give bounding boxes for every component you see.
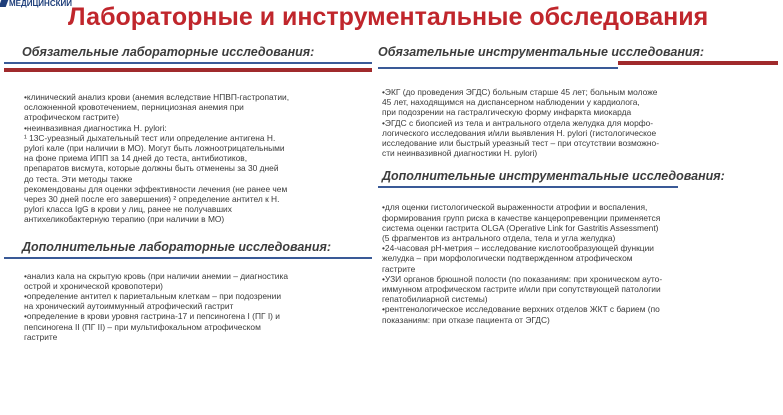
- list-item: •24-часовая pH-метрия – исследование кислотообразующей функции: [382, 243, 654, 254]
- list-item: антихеликобактерную терапию (при наличии в МО): [24, 214, 225, 225]
- left-column: [4, 44, 372, 342]
- list-item: иммунном атрофическом гастрите и/или при сопутствующей патологии: [382, 284, 661, 295]
- list-item: гастрите: [24, 331, 58, 342]
- logo-icon: [0, 0, 8, 7]
- list-item: сти неинвазивной диагностики H. pylori): [382, 148, 538, 159]
- list-item: исследование или быстрый уреазный тест – при отсутствии возможно-: [382, 138, 659, 149]
- list-item: •неинвазивная диагностика H. pylori:: [24, 122, 167, 133]
- list-item: атрофическом гастрите): [24, 112, 119, 123]
- list-item: (5 фрагментов из антрального отдела, тела и угла желудка): [382, 233, 616, 244]
- list-item: pylori класса IgG в крови у лиц, ранее не получавших: [24, 204, 232, 215]
- heading-divider-line: [378, 67, 618, 69]
- list-item: •УЗИ органов брюшной полости (по показаниям: при хроническом ауто-: [382, 273, 663, 284]
- list-item: система оценки гастрита OLGA (Operative Link for Gastritis Assessment): [382, 222, 659, 233]
- list-item: на фоне приема ИПП за 14 дней до теста, антибиотиков,: [24, 153, 248, 164]
- list-item: •ЭГДС с биопсией из тела и антрального отдела желудка для морфо-: [382, 117, 654, 128]
- additional-instrumental-heading: Дополнительные инструментальные исследования:: [382, 169, 725, 184]
- list-item: до теста. Эти методы также: [24, 173, 133, 184]
- mandatory-instrumental-heading: Обязательные инструментальные исследования:: [378, 45, 705, 59]
- list-item: острой и хронической кровопотери): [24, 280, 163, 291]
- list-item: через 30 дней после его завершения) ² определение антител к H.: [24, 194, 280, 205]
- list-item: •рентгенологическое исследование верхних отделов ЖКТ с барием (по: [382, 304, 660, 315]
- list-item: логического исследования и/или выявления H. pylori (гистологическое: [382, 127, 657, 138]
- right-column: [378, 44, 778, 325]
- additional-lab-list: [4, 271, 372, 342]
- list-item: желудка – при морфологически подтвержденном атрофическом: [382, 253, 633, 264]
- list-item: показаниям: при отказе пациента от ЭГДС): [382, 314, 550, 325]
- list-item: формирования групп риска в качестве канцеропревенции применяется: [382, 212, 661, 223]
- mandatory-lab-heading: Обязательные лабораторные исследования:: [22, 45, 315, 59]
- list-item: ¹ 13С-уреазный дыхательный тест или определение антигена H.: [24, 132, 276, 143]
- list-item: pylori кале (при наличии в МО). Могут быть ложноотрицательными: [24, 143, 285, 154]
- list-item: рекомендованы для оценки эффективности лечения (не ранее чем: [24, 183, 288, 194]
- list-item: •анализ кала на скрытую кровь (при наличии анемии – диагностика: [24, 270, 288, 281]
- logo-text: МЕДИЦИНСКИЙ: [9, 0, 72, 8]
- list-item: •ЭКГ (до проведения ЭГДС) больным старше 45 лет; больным моложе: [382, 87, 658, 97]
- mandatory-instrumental-list: [378, 87, 778, 158]
- heading-divider: [378, 61, 778, 71]
- list-item: •определение антител к париетальным клеткам – при подозрении: [24, 291, 281, 302]
- list-item: препаратов висмута, которые должны быть отменены за 30 дней: [24, 163, 279, 174]
- list-item: осложненной кровотечением, пернициозная анемия при: [24, 102, 244, 113]
- list-item: пепсиногена II (ПГ II) – при мультифокальном атрофическом: [24, 321, 261, 332]
- list-item: •клинический анализ крови (анемия вследствие НПВП-гастропатии,: [24, 92, 290, 102]
- list-item: 45 лет, находящимся на диспансерном наблюдении у кардиолога,: [382, 97, 640, 108]
- list-item: •для оценки гистологической выраженности атрофии и воспаления,: [382, 202, 648, 213]
- list-item: на хронический аутоиммунный атрофический гастрит: [24, 301, 234, 312]
- list-item: при подозрении на гастралгическую форму инфаркта миокарда: [382, 107, 632, 118]
- page-title: Лабораторные и инструментальные обследования: [68, 3, 709, 31]
- list-item: гастрите: [382, 263, 416, 274]
- additional-lab-heading: Дополнительные лабораторные исследования:: [22, 239, 332, 254]
- list-item: гепатобилиарной системы): [382, 294, 488, 305]
- list-item: •определение в крови уровня гастрина-17 и пепсиногена I (ПГ I) и: [24, 311, 280, 322]
- additional-instrumental-list: [378, 202, 778, 324]
- heading-divider-accent: [618, 61, 778, 65]
- heading-divider: [4, 62, 372, 64]
- mandatory-lab-list: [4, 92, 372, 225]
